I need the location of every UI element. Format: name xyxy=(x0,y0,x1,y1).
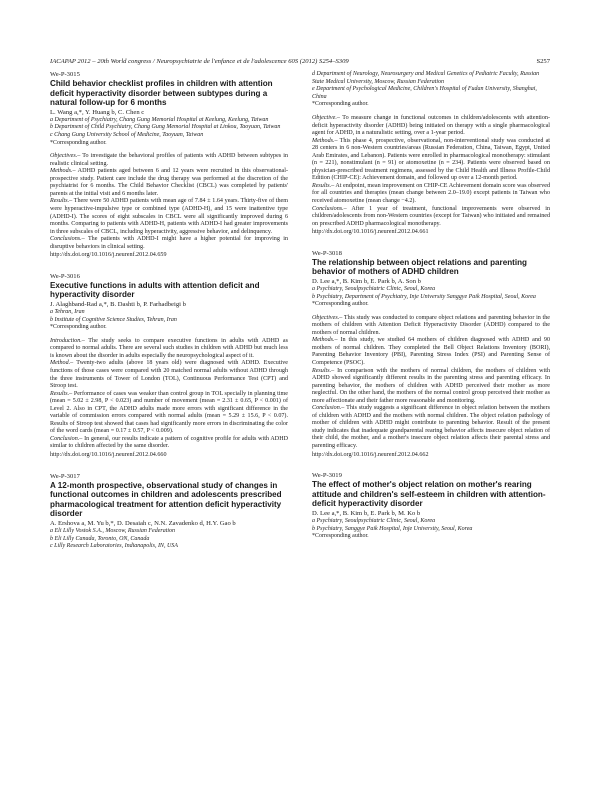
corresponding-author-note: *Corresponding author. xyxy=(50,324,107,331)
author-list: L. Wang a,*, Y. Huang b, C. Chen c xyxy=(50,108,145,116)
section-label: Results. xyxy=(312,182,332,189)
abstract-paragraph xyxy=(312,368,550,406)
left-column xyxy=(50,71,288,564)
abstract-code: We-P-3019 xyxy=(312,472,342,480)
author-list: D. Lee a,*, B. Kim b, E. Park b, M. Ko b xyxy=(312,509,421,517)
section-text: – In comparison with the mothers of normal children, the mothers of children with ADHD showed significantly different results in the parenting stress and parenting efficacy. In parenting behavior, the mothers of children with ADHD perceived their mother as more neglectful. On the other hand, the mothers of the normal control group perceived their mother as more affectionate and their father more reasonable and monitoring. xyxy=(312,367,550,404)
section-label: Methods. xyxy=(50,168,73,175)
section-text: – The study seeks to compare executive functions in adults with ADHD as compared to normal adults. There are several such studies in children with ADHD but much less is known about the disorder in adults especially the neuropsychological aspect of it. xyxy=(50,337,288,359)
abstract-paragraph xyxy=(50,338,288,361)
section-text: – ADHD patients aged between 6 and 12 years were recruited in this observational-prospective study. Patient care include the drug therapy was performed at the discretion of the psychiatrist for 6 months. The Child Behavior Checklist (CBCL) was completed by patients' parents at the initial visit and 6 months later. xyxy=(50,168,288,197)
abstract-paragraph xyxy=(50,168,288,198)
abstract-paragraph xyxy=(50,391,288,436)
section-text: – After 1 year of treatment, functional improvements were observed in children/adolescents from non-Western countries (except for Taiwan) who initiated and remained on prescribed ADHD pharmacological monotherapy. xyxy=(312,205,550,227)
affiliation: c Chang Gung University School of Medicine, Taoyuan, Taiwan xyxy=(50,131,204,138)
page-number: S257 xyxy=(536,58,550,65)
affiliation: d Department of Neurology, Neurosurgery and Medical Genetics of Pediatric Faculty, Russian State Medical University, Moscow, Russian Federation xyxy=(312,71,540,85)
abstract-paragraph xyxy=(312,206,550,229)
abstract-paragraph xyxy=(312,183,550,206)
section-label: Method. xyxy=(50,360,71,367)
section-text: – This phase 4, prospective, observational, non-interventional study was conducted at 28 centers in 6 non-Western countries/areas (Russian Federation, China, Taiwan, Egypt, United Arab Emirates, and Lebanon). Patients were enrolled in pharmacological monotherapy: stimulant (n = 221), nonstimulant (n = 91) or atomoxetine (n = 234). Patients were observed based on physician-prescribed treatment regimens, assessed by the Child Health and Illness Profile-Child Edition (CHIP-CE): Achievement domain, and followed up over a 12-month period. xyxy=(312,137,550,182)
abstract-title: The effect of mother's object relation on mother's rearing attitude and children's self-esteem in children with attention-deficit hyperactivity disorder xyxy=(312,480,546,509)
section-label: Conclusions. xyxy=(312,205,344,212)
section-text: – In this study, we studied 64 mothers of children diagnosed with ADHD and 90 mothers of normal children. They completed the Bell Object Relations Inventory (BORI), Parenting Behavior Inventory (PBI), Parenting Stress Index (PSI) and Parenting Sense of Competence (PSOC). xyxy=(312,337,550,367)
section-label: Objectives. xyxy=(50,153,78,160)
affiliation: a Psychiatry, Seoulpsychiatric Clinic, Seoul, Korea xyxy=(312,285,436,292)
affiliation: a Department of Psychiatry, Chang Gung Memorial Hospital at Keelung, Keelung, Taiwan xyxy=(50,116,269,123)
author-list: A. Ershova a, M. Yu b,*, D. Desaiah c, N.N. Zavadenko d, H.Y. Gao b xyxy=(50,520,236,527)
section-text: – This study was conducted to compare object relations and parenting behavior in the mothers of children with Attention Deficit Hyperactivity Disorder (ADHD) compared to the mothers of normal children. xyxy=(312,314,550,336)
right-column xyxy=(312,71,550,554)
abstract-title: Executive functions in adults with attention deficit and hyperactivity disorder xyxy=(50,280,260,300)
affiliation: c Lilly Research Laboratories, Indianapolis, IN, USA xyxy=(50,543,178,550)
abstract-title: Child behavior checklist profiles in children with attention deficit hyperactivity disorder between subtypes during a natural follow-up for 6 months xyxy=(50,79,273,108)
running-head xyxy=(50,58,550,65)
abstract-paragraph xyxy=(50,198,288,236)
abstract-paragraph xyxy=(312,315,550,338)
abstract-paragraph xyxy=(50,360,288,390)
abstract-paragraph xyxy=(312,405,550,450)
affiliation: b Psychiatry, Department of Psychiatry, Inje University Sanggye Paik Hospital, Seoul, Korea xyxy=(312,293,536,300)
section-text: – Twenty-two adults (above 18 years old) were diagnosed with ADHD. Executive functions of those cases were compared with 20 matched normal adults without ADHD through the three instruments of Tower of London (TOL), Continuous Performance Test (CPT) and Stroop test. xyxy=(50,360,288,390)
affiliation: b Institute of Cognitive Science Studies, Tehran, Iran xyxy=(50,316,177,323)
abstract-code: We-P-3016 xyxy=(50,272,80,280)
section-label: Results. xyxy=(50,198,70,205)
section-label: Methods. xyxy=(312,137,335,144)
section-text: – At endpoint, mean improvement on CHIP-CE Achievement domain score was observed for all countries and therapies (mean change between 2.0–19.0) except patients in Taiwan who received atomoxetine (mean change −4.2). xyxy=(312,182,550,204)
section-label: Objectives. xyxy=(312,314,340,321)
abstract-title: The relationship between object relations and parenting behavior of mothers of ADHD children xyxy=(312,257,527,277)
running-title: IACAPAP 2012 – 20th World congress / Neuropsychiatrie de l'enfance et de l'adolescence 60S (2012) S254–S309 xyxy=(50,58,349,65)
abstract xyxy=(50,71,288,260)
section-text: – To investigate the behavioral profiles of patients with ADHD between subtypes in realistic clinical setting. xyxy=(50,153,288,167)
affiliation: b Department of Child Psychiatry, Chang Gung Memorial Hospital at Linkou, Taoyuan, Taiwan xyxy=(50,124,281,131)
affiliation: a Eli Lilly Vostok S.A., Moscow, Russian Federation xyxy=(50,528,176,534)
doi-link[interactable]: http://dx.doi.org/10.1016/j.neurenf.2012.04.660 xyxy=(50,452,167,459)
abstract xyxy=(312,472,550,541)
abstract-paragraph xyxy=(312,337,550,367)
section-label: Conclusion. xyxy=(312,405,342,412)
abstract-title: A 12-month prospective, observational study of changes in functional outcomes in children and adolescents prescribed pharmacological treatment for attention deficit hyperactivity disorder xyxy=(50,480,282,519)
section-text: – There were 50 ADHD patients with mean age of 7.84 ± 1.64 years. Thirty-five of them were hyperactive-impulsive type or combined type (ADHD-H), and 15 were inattentive type (ADHD-I). The scores of eight subscales in CBCL were all significantly improved during 6 months. Comparing to patients with ADHD-H, patients with ADHD-I had greater improvements in three subscales of CBCL, including hyperactivity, aggressive behavior, and delinquency. xyxy=(50,198,288,235)
section-label: Conclusions. xyxy=(50,236,82,243)
section-text: – To measure change in functional outcomes in children/adolescents with attention-deficit hyperactivity disorder (ADHD) being initiated on therapy with a single pharmacological agent for ADHD, in a naturalistic setting, over a 1-year period. xyxy=(312,114,550,137)
corresponding-author-note: *Corresponding author. xyxy=(312,533,369,540)
abstract-code: We-P-3017 xyxy=(50,472,80,480)
abstract-paragraph xyxy=(50,236,288,251)
corresponding-author-note: *Corresponding author. xyxy=(50,139,107,146)
abstract-paragraph xyxy=(312,138,550,183)
abstract xyxy=(50,273,288,460)
section-text: – In general, our results indicate a pattern of cognitive profile for adults with ADHD similar to children affected by the same disorder. xyxy=(50,435,288,450)
abstract-paragraph xyxy=(312,115,550,138)
affiliation: b Psychiatry, Sanggye Paik Hospital, Inje University, Seoul, Korea xyxy=(312,525,473,532)
section-text: – Performance of cases was weaker than control group in TOL specially in planning time (mean = 5.02 ± 2.98, P < 0.023) and number of movement (mean = 2.31 ± 0.65, P < 0.001) of Level 2. Also in CPT, the ADHD adults made more errors with significant difference in the variable of commission errors compared with normal adults (mean = 5.29 ± 15.6, P < 0.07). Results of Stroop test showed that cases had significantly more errors in discriminating the color of the word cards (mean = 0.17 ± 0.57, P < 0.009). xyxy=(50,390,288,435)
abstract xyxy=(312,71,550,237)
doi-link[interactable]: http://dx.doi.org/10.1016/j.neurenf.2012.04.662 xyxy=(312,451,429,458)
corresponding-author-note: *Corresponding author. xyxy=(312,301,369,308)
affiliation: b Eli Lilly Canada, Toronto, ON, Canada xyxy=(50,535,150,542)
doi-link[interactable]: http://dx.doi.org/10.1016/j.neurenf.2012.04.659 xyxy=(50,252,167,259)
abstract-code: We-P-3018 xyxy=(312,249,342,257)
affiliation: a Tehran, Iran xyxy=(50,309,85,316)
section-text: – This study suggests a significant difference in object relation between the mothers of children with ADHD and the mothers with normal children. The object relation pathology of mother of children with ADHD might contribute to parenting behavior. Result of the present study indicates that inadequate grandparental rearing behavior affects insecure object relation of their child, the mother, and a mother's insecure object relation affects their parental stress and parenting efficacy. xyxy=(312,405,550,450)
section-label: Methods. xyxy=(312,337,335,344)
section-label: Results. xyxy=(50,390,70,397)
abstract xyxy=(312,250,550,459)
abstract-code: We-P-3015 xyxy=(50,71,80,78)
section-text: – The patients with ADHD-I might have a higher potential for improving in disruptive behaviors in clinical setting. xyxy=(50,236,288,250)
affiliation: a Psychiatry, Seoulpsychiatric Clinic, Seoul, Korea xyxy=(312,517,436,524)
corresponding-author-note: *Corresponding author. xyxy=(312,101,369,108)
abstract-paragraph xyxy=(50,153,288,168)
author-list: D. Lee a,*, B. Kim b, E. Park b, A. Son b xyxy=(312,277,421,285)
doi-link[interactable]: http://dx.doi.org/10.1016/j.neurenf.2012.04.661 xyxy=(312,229,429,236)
section-label: Introduction. xyxy=(50,337,82,344)
section-label: Objective. xyxy=(312,114,337,121)
author-list: J. Alaghband-Rad a,*, B. Dashti b, P. Farhadbeigi b xyxy=(50,301,186,309)
abstract-paragraph xyxy=(50,436,288,451)
section-label: Results. xyxy=(312,367,332,374)
section-label: Conclusion. xyxy=(50,435,80,442)
abstract xyxy=(50,473,288,551)
affiliation: e Department of Psychological Medicine, Children's Hospital of Fudan University, Shanghai, China xyxy=(312,86,537,100)
